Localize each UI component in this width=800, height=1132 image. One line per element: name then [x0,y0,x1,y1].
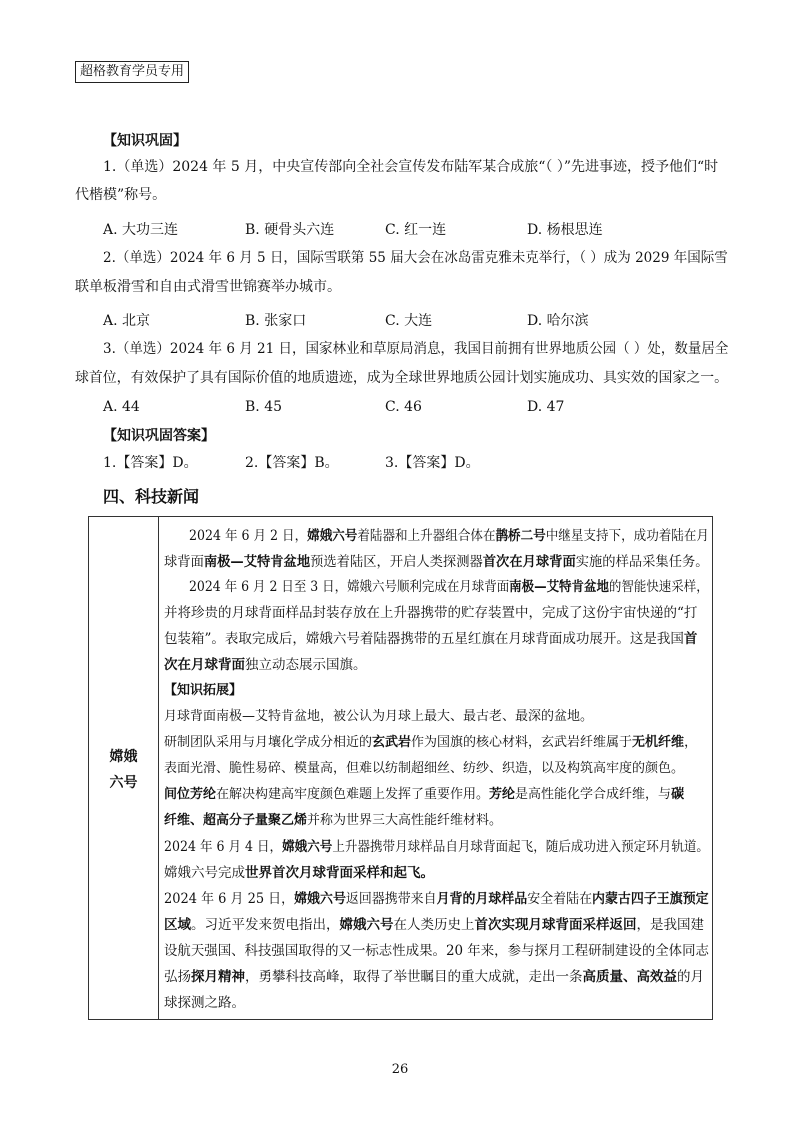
q3-option-d: D. 47 [527,399,565,415]
news-p2-line2: 并将珍贵的月球背面样品封装存放在上升器携带的贮存装置中，完成了这份宇宙快递的“打 [164,605,698,621]
news-p4-line5: 球探测之路。 [164,995,245,1011]
news-p2-line4: 次在月球背面独立动态展示国旗。 [164,657,367,673]
news-label-cell [89,517,159,1019]
q1-option-b: B. 硬骨头六连 [245,222,335,238]
quiz-title: 【知识巩固】 [103,133,187,149]
ext-line5: 纤维、超高分子量聚乙烯并称为世界三大高性能纤维材料。 [164,813,503,828]
q1-line1: 1.（单选）2024 年 5 月，中央宣传部向全社会宣传发布陆军某合成旅“（ ）”先进事迹，授予他们“时 [103,159,719,175]
news-p3-line1: 2024 年 6 月 4 日，嫦娥六号上升器携带月球样品自月球背面起飞，随后成功进入预定环月轨道。 [164,839,709,855]
answer-1: 1.【答案】D。 [103,455,198,471]
answer-3: 3.【答案】D。 [385,455,480,471]
news-p2-line1: 2024 年 6 月 2 日至 3 日，嫦娥六号顺利完成在月球背面南极—艾特肯盆地的智能快速采样， [189,579,709,595]
news-p4-line1: 2024 年 6 月 25 日，嫦娥六号返回器携带来自月背的月球样品安全着陆在内蒙古四子王旗预定 [164,891,709,907]
ext-line3: 表面光滑、脆性易碎、模量高，但难以纺制超细丝、纺纱、织造，以及构筑高牢度的颜色。 [164,761,685,776]
news-p4-line2: 区域。习近平发来贺电指出，嫦娥六号在人类历史上首次实现月球背面采样返回，是我国建 [164,917,704,933]
q3-line2: 球首位，有效保护了具有国际价值的地质遗迹，成为全球世界地质公园计划实施成功、具实效的国家之一。 [75,370,728,386]
news-table [88,516,713,1020]
ext-line4: 间位芳纶在解决构建高牢度颜色难题上发挥了重要作用。芳纶是高性能化学合成纤维，与碳 [164,787,685,802]
ext-title: 【知识拓展】 [164,683,243,698]
q1-option-d: D. 杨根思连 [527,222,603,238]
header-tag: 超格教育学员专用 [75,61,189,83]
news-p4-line4: 弘扬探月精神，勇攀科技高峰，取得了举世瞩目的重大成就，走出一条高质量、高效益的月 [164,969,704,985]
q2-line1: 2.（单选）2024 年 6 月 5 日，国际雪联第 55 届大会在冰岛雷克雅未克举行，（ ）成为 2029 年国际雪 [103,250,728,266]
q1-line2: 代楷模”称号。 [75,187,167,203]
page-number: 26 [391,1062,409,1077]
answers-title: 【知识巩固答案】 [103,428,215,444]
q1-option-c: C. 红一连 [385,222,447,238]
news-p4-line3: 设航天强国、科技强国取得的又一标志性成果。20 年来，参与探月工程研制建设的全体同志 [164,943,709,959]
q2-option-a: A. 北京 [103,313,151,329]
answer-2: 2.【答案】B。 [245,455,339,471]
q3-line1: 3.（单选）2024 年 6 月 21 日，国家林业和草原局消息，我国目前拥有世界地质公园（ ）处，数量居全 [103,341,729,357]
section-title: 四、科技新闻 [103,487,200,506]
news-label-line2: 六号 [109,775,138,791]
news-p2-line3: 包装箱”。表取完成后，嫦娥六号着陆器携带的五星红旗在月球背面成功展开。这是我国首 [164,631,698,647]
news-p1-line1: 2024 年 6 月 2 日，嫦娥六号着陆器和上升器组合体在鹊桥二号中继星支持下，成功着陆在月 [189,528,709,544]
news-p3-line2: 嫦娥六号完成世界首次月球背面采样和起飞。 [164,865,434,881]
q3-option-a: A. 44 [103,399,140,415]
news-label-line1: 嫦娥 [109,749,138,765]
q2-option-c: C. 大连 [385,313,433,329]
news-p1-line2: 球背面南极—艾特肯盆地预选着陆区，开启人类探测器首次在月球背面实施的样品采集任务。 [164,554,709,570]
q3-option-c: C. 46 [385,399,422,415]
ext-line2: 研制团队采用与月壤化学成分相近的玄武岩作为国旗的核心材料，玄武岩纤维属于无机纤维， [164,735,698,750]
q3-option-b: B. 45 [245,399,283,415]
q2-option-b: B. 张家口 [245,313,307,329]
q1-option-a: A. 大功三连 [103,222,179,238]
ext-line1: 月球背面南极—艾特肯盆地，被公认为月球上最大、最古老、最深的盆地。 [164,709,594,724]
q2-option-d: D. 哈尔滨 [527,313,589,329]
q2-line2: 联单板滑雪和自由式滑雪世锦赛举办城市。 [75,279,341,295]
